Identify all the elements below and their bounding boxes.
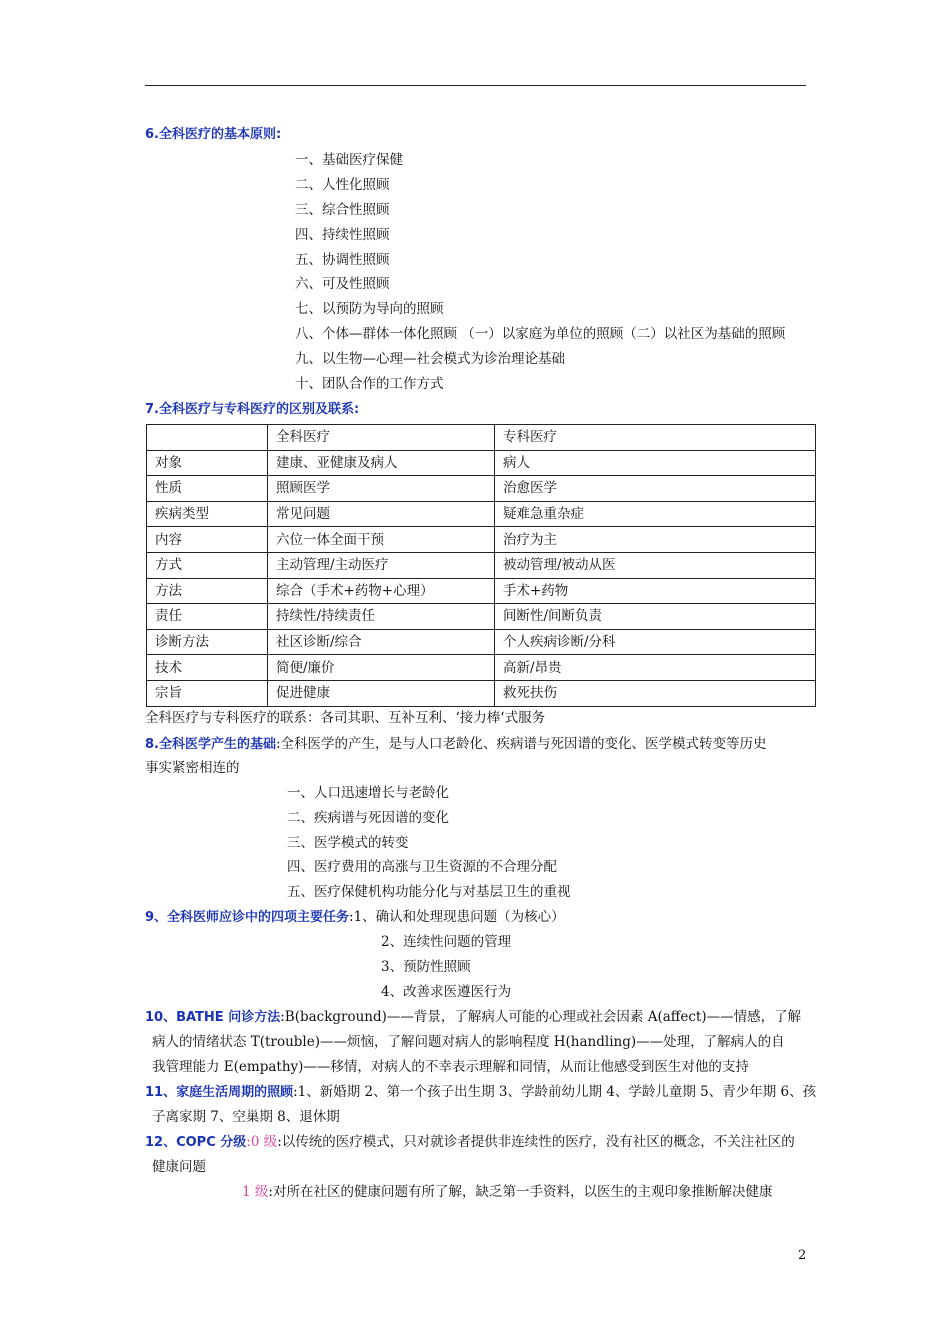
table-cell: 六位一体全面干预	[268, 527, 495, 553]
s12-text: :以传统的医疗模式，只对就诊者提供非连续性的医疗，没有社区的概念，不关注社区的	[277, 1134, 795, 1150]
s12-level1-line	[242, 1183, 772, 1201]
table-cell: 主动管理/主动医疗	[268, 552, 495, 578]
s8-intro-text: :全科医学的产生，是与人口老龄化、疾病谱与死因谱的变化、医学模式转变等历史	[275, 736, 767, 752]
s11-text: :1、新婚期 2、第一个孩子出生期 3、学龄前幼儿期 4、学龄儿童期 5、青少年期 6、孩	[293, 1084, 817, 1100]
header-rule	[145, 85, 806, 86]
table-cell: 间断性/间断负责	[495, 604, 816, 630]
s9-item: :1、确认和处理现患问题（为核心）	[349, 909, 565, 925]
table-cell: 救死扶伤	[495, 680, 816, 706]
table-cell: 治疗为主	[495, 527, 816, 553]
page-number: 2	[798, 1248, 807, 1263]
table-cell: 常见问题	[268, 501, 495, 527]
table-cell: 方式	[147, 552, 268, 578]
table-row	[147, 680, 816, 706]
table-row	[147, 527, 816, 553]
s8-item: 三、医学模式的转变	[287, 835, 409, 851]
s11-text: 子离家期 7、空巢期 8、退休期	[152, 1109, 340, 1125]
section-11-heading: 11、家庭生活周期的照顾	[145, 1085, 294, 1100]
s10-text: 我管理能力 E(empathy)——移情，对病人的不幸表示理解和同情，从而让他感受到医生对他的支持	[152, 1059, 749, 1075]
table-cell: 个人疾病诊断/分科	[495, 629, 816, 655]
table-cell: 性质	[147, 476, 268, 502]
table-header-row	[147, 425, 816, 451]
s6-item: 七、以预防为导向的照顾	[295, 301, 444, 317]
table-row	[147, 578, 816, 604]
comparison-table	[146, 424, 816, 707]
table-cell	[147, 425, 268, 451]
s9-item: 4、改善求医遵医行为	[381, 984, 512, 1000]
table-cell: 社区诊断/综合	[268, 629, 495, 655]
table-row	[147, 476, 816, 502]
table-row	[147, 604, 816, 630]
table-row	[147, 629, 816, 655]
s9-item: 2、连续性问题的管理	[381, 934, 512, 950]
s6-item: 二、人性化照顾	[295, 177, 390, 193]
s8-intro-text: 事实紧密相连的	[145, 760, 240, 776]
table-cell: 责任	[147, 604, 268, 630]
table-cell: 专科医疗	[495, 425, 816, 451]
copc-level-0-label: 0 级	[250, 1134, 278, 1150]
section-7-heading: 7.全科医疗与专科医疗的区别及联系:	[145, 402, 360, 417]
table-cell: 治愈医学	[495, 476, 816, 502]
table-cell: 技术	[147, 655, 268, 681]
table-cell: 宗旨	[147, 680, 268, 706]
s8-item: 二、疾病谱与死因谱的变化	[287, 810, 449, 826]
s6-item: 三、综合性照顾	[295, 202, 390, 218]
table-cell: 照顾医学	[268, 476, 495, 502]
table-cell: 方法	[147, 578, 268, 604]
s8-item: 五、医疗保健机构功能分化与对基层卫生的重视	[287, 884, 571, 900]
s6-item: 十、团队合作的工作方式	[295, 376, 444, 392]
s6-item: 一、基础医疗保健	[295, 152, 403, 168]
table-cell: 促进健康	[268, 680, 495, 706]
table-cell: 被动管理/被动从医	[495, 552, 816, 578]
table-row	[147, 450, 816, 476]
s10-line	[145, 1008, 801, 1027]
s6-item: 五、协调性照顾	[295, 252, 390, 268]
table-cell: 综合（手术+药物+心理）	[268, 578, 495, 604]
s6-item: 九、以生物—心理—社会模式为诊治理论基础	[295, 351, 565, 367]
table-cell: 高新/昂贵	[495, 655, 816, 681]
table-cell: 建康、亚健康及病人	[268, 450, 495, 476]
s12-text: 健康问题	[152, 1159, 206, 1175]
s12-text: :对所在社区的健康问题有所了解，缺乏第一手资料，以医生的主观印象推断解决健康	[268, 1184, 773, 1200]
table-cell: 内容	[147, 527, 268, 553]
section-12-heading: 12、COPC 分级	[145, 1135, 247, 1150]
s12-line	[145, 1133, 795, 1152]
s7-relation: 全科医疗与专科医疗的联系：各司其职、互补互利、‘接力棒‘式服务	[145, 710, 546, 726]
s6-item: 八、个体—群体一体化照顾 （一）以家庭为单位的照顾（二）以社区为基础的照顾	[295, 326, 786, 342]
s6-item: 六、可及性照顾	[295, 276, 390, 292]
table-cell: 手术+药物	[495, 578, 816, 604]
table-row	[147, 501, 816, 527]
s9-item: 3、预防性照顾	[381, 959, 471, 975]
s8-item: 一、人口迅速增长与老龄化	[287, 785, 449, 801]
s10-text: :B(background)——背景，了解病人可能的心理或社会因素 A(affect)——情感，了解	[280, 1009, 802, 1025]
section-6-heading: 6.全科医疗的基本原则:	[145, 127, 282, 142]
table-cell: 病人	[495, 450, 816, 476]
table-cell: 诊断方法	[147, 629, 268, 655]
table-cell: 全科医疗	[268, 425, 495, 451]
s12-colon: :	[246, 1134, 251, 1150]
s11-line	[145, 1083, 816, 1102]
table-cell: 疑难急重杂症	[495, 501, 816, 527]
section-9-heading: 9、全科医师应诊中的四项主要任务	[145, 910, 350, 925]
table-row	[147, 655, 816, 681]
table-cell: 对象	[147, 450, 268, 476]
s9-first-line	[145, 908, 565, 927]
s6-item: 四、持续性照顾	[295, 227, 390, 243]
table-row	[147, 552, 816, 578]
s8-intro-line	[145, 735, 767, 754]
table-cell: 持续性/持续责任	[268, 604, 495, 630]
section-10-heading: 10、BATHE 问诊方法	[145, 1010, 281, 1025]
table-cell: 简便/廉价	[268, 655, 495, 681]
s10-text: 病人的情绪状态 T(trouble)——烦恼，了解问题对病人的影响程度 H(handling)——处理，了解病人的自	[152, 1034, 785, 1050]
table-cell: 疾病类型	[147, 501, 268, 527]
s8-item: 四、医疗费用的高涨与卫生资源的不合理分配	[287, 859, 557, 875]
copc-level-1-label: 1 级	[242, 1184, 269, 1200]
section-8-heading: 8.全科医学产生的基础	[145, 737, 276, 752]
